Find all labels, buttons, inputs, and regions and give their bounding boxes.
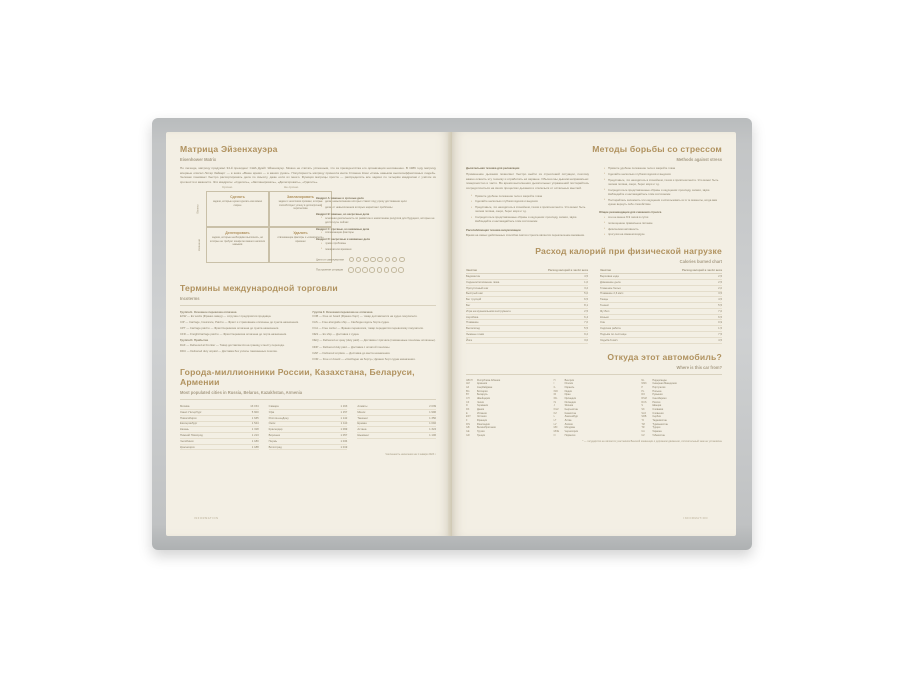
table-row: Подъём по лестнице 7,5: [600, 332, 722, 336]
list-item: MNE Черногория: [553, 429, 578, 433]
list-item: E Испания: [466, 411, 487, 415]
mood-circles-1[interactable]: [349, 257, 407, 263]
list-item: BY Беларусь: [466, 393, 488, 397]
table-row: Ростов-на-Дону 1 142: [268, 416, 348, 420]
table-row: Воронеж 1 057: [268, 433, 348, 437]
notebook-spread: [152, 118, 752, 550]
mood-circle[interactable]: [362, 267, 368, 273]
table-row: Нижний Новгород 1 213: [180, 433, 259, 437]
list-item: NL Нидерланды: [641, 378, 667, 382]
table-row: Самара 1 163: [268, 405, 348, 409]
list-item: LV Латвия: [553, 422, 573, 426]
list-item: BG Болгария: [466, 389, 488, 393]
eisenhower-matrix: [195, 184, 334, 265]
list-item: IS Исландия: [553, 400, 576, 404]
million-cities-table: [180, 404, 436, 450]
list-item: RO Румыния: [641, 393, 663, 397]
trade-terms-list: Группа E. Основное перевозка оплачена EXW — Ex works (Франко завод) — отгрузка с предприятия продавца. CIP — Carriage, Insurance, Paid to — Фрахт и страхование оплачены до пункта назначения. CPT — Carriage paid to — Фрахт/перевозка оплачена до пункта назначения. CFR — Freight/carriage paid to — Фрахт/перевозка оплачена до порта назначения. Группа D. Прибытие DAF — Delivered at Frontier — Товар доставляется на границу к месту перехода. DDU — Delivered duty unpaid — Доставка без уплаты таможенных пошлин. Группа F. Основная перевозка не оплачена FOB — Free on board (Франко борт) — товар доставляется на судно покупателя. FAS — Free alongside ship — Свободно вдоль борта судна. FCA — Free carrier — Франко перевозчик, товар передаётся перевозчику покупателя. DES — Ex ship — Доставка с судна. DEQ — Delivered ex quay (duty paid) — Доставка с причала (таможенные пошлины оплачены). DDP — Delivered duty paid — Доставка с оплатой пошлины. DAP — Delivered at place — Доставка до места назначения. FOR — Free on board — «Свободно на борту»; франко борт судна назначения.: [180, 309, 436, 361]
mood-circle[interactable]: [399, 257, 405, 263]
table-row: Волгоград 1 019: [268, 445, 348, 449]
table-row: Бег трусцой 6,5: [466, 298, 588, 302]
general-recommendations-heading: Общие рекомендации для снижения стресса: [599, 209, 662, 214]
table-row: Плавание 2,6 км/ч 3,5: [600, 292, 722, 296]
left-page-footer: INFORMATION: [194, 517, 219, 520]
eisenhower-intro: По легенде, матрицу придумал 34-й президент США Дуайт Эйзенхауэр. Можно не считать успешным, что за президентства его организации несомненно. В 1986 году матрицу впервые описал Лотар Зайверт — в книге «Ваше время — в ваших руках». Популярность матрицу принесла книга Стивена Кови «Семь навыков высокоэффективных людей». Человек понимает быстро рассортировать дела по смыслу, даже если их много. Функция матрицы проста — распределить все задачи по четырём квадратам с учётом их срочности и важности. Эти квадраты: «Сделать», «Запланировать», «Делегировать», «Удалить».: [180, 166, 436, 184]
calories-title: Расход калорий при физической нагрузке: [535, 246, 722, 257]
list-item: • Сосредоточьте представленные образы и ощущения: прохладу, запахи, звуки. Наблюдайте и наслаждайтесь этим состоянием: [471, 215, 589, 223]
matrix-cell-delegate: Делегировать задачи, которые необходимо выполнить, но которые не требуют конкретно вашего наличия навыков: [206, 227, 269, 263]
cities-table-col2: [269, 404, 348, 450]
mood-circle[interactable]: [398, 267, 404, 273]
matrix-row-important: Важно: [195, 203, 200, 214]
list-item: SLO Словения: [641, 411, 664, 415]
table-row: Глажение белья 2,0: [600, 286, 722, 290]
table-row: Прогулочный шаг 3,2: [466, 286, 588, 290]
mood-row-1: Цели от самочувствия: [316, 257, 436, 263]
list-item: • Примите удобное положение тела и закройте глаза: [471, 194, 589, 198]
table-row: Уфа 1 157: [268, 410, 348, 414]
breathing-intro: Применение дыхания позволяет быстро выйти из стрессовой ситуации, поэтому важно освоить эту технику и отработать её заранее. Обычно мы дышим неправильно: поверхностно и часто. Во время выполнения дыхательных упражнений постарайтесь сосредоточиться на своих процессах дыхания и отвлечься от остальных мыслей.: [466, 172, 589, 191]
table-row: Челябинск 1 180: [180, 439, 259, 443]
list-item: GE Грузия: [466, 429, 485, 433]
table-row: Быстрый шаг 5,0: [466, 292, 588, 296]
list-item: KGZ Кыргызстан: [553, 407, 578, 411]
calories-table-col2: Занятие Расход калорий в час/кг веса Верховая езда 2,5 Домашние дела 2,5 Глажение белья 2,0 Плавание 2,6 км/ч 3,5 Танцы 4,5 Теннис 5,5 Футбол 7,0 Коньки 6,5 Сон 0,9 Сидячая работа 1,5 Подъём по лестнице 7,5 Ходьба 6 км/ч 4,5: [600, 269, 722, 342]
table-row: Сидячая работа 1,5: [600, 327, 722, 331]
trade-terms-subtitle: Incoterms: [180, 295, 200, 301]
visualisation-heading: Расслабляющая техника визуализации: [466, 227, 521, 232]
list-item: ABKH Республика Абхазия: [466, 378, 501, 382]
list-item: H Венгрия: [553, 378, 574, 382]
table-row: Коньки 6,5: [600, 315, 722, 319]
list-item: IR Иран: [553, 393, 571, 397]
table-row: Омск 1 110: [268, 422, 348, 426]
table-row: Алматы 2 039: [357, 405, 437, 409]
list-item: UZ Узбекистан: [641, 433, 665, 437]
table-row: Йога 3,0: [466, 338, 588, 342]
list-item: GB Великобритания: [466, 426, 496, 430]
matrix-col-urgent: Срочно: [222, 184, 233, 189]
list-item: P Португалия: [641, 385, 666, 389]
list-item: J Япония: [553, 404, 574, 408]
mood-circles-2[interactable]: [348, 267, 406, 273]
list-item: LT Литва: [553, 418, 572, 422]
table-row: Москва 13 154: [180, 405, 259, 409]
table-row: Бадминтон 4,5: [466, 275, 588, 279]
mood-circle[interactable]: [355, 267, 361, 273]
table-row: Теннис 5,5: [600, 303, 722, 307]
cities-table-col3: [357, 404, 436, 439]
mood-circle[interactable]: [363, 257, 369, 263]
list-item: • прогулки на свежем воздухе: [604, 232, 722, 236]
million-cities-note: Численность населения на 1 января 2023 г.: [385, 453, 436, 457]
table-row: Верховая езда 2,5: [600, 275, 722, 279]
list-item: • Сосредоточьте представленные образы и ощущения: прохладу, запахи, звуки. Наблюдайте и наслаждайтесь этим состоянием: [604, 188, 722, 196]
table-row: Ходьба 6 км/ч 4,5: [600, 338, 722, 342]
table-row: Велосипед 5,5: [466, 327, 588, 331]
list-item: CH Швейцария: [466, 396, 491, 400]
mood-circle[interactable]: [356, 257, 362, 263]
table-row: Ереван 1 092: [357, 422, 437, 426]
list-item: MD Молдова: [553, 426, 575, 430]
list-item: D Германия: [466, 404, 488, 408]
matrix-cell-delete: Удалить отвлекающие факторы и «пожиратели» времени: [269, 227, 332, 263]
mood-circle[interactable]: [391, 267, 397, 273]
list-item: KZ Казахстан: [553, 411, 577, 415]
table-row: Ташкент 1 350: [357, 416, 437, 420]
matrix-col-not-urgent: Не срочно: [284, 184, 299, 189]
mood-circle[interactable]: [349, 257, 355, 263]
list-item: TR Турция: [641, 426, 661, 430]
list-item: N Норвегия: [553, 433, 576, 437]
car-codes-title: Откуда этот автомобиль?: [607, 351, 722, 362]
matrix-cell-plan: Запланировать задачи с нечёткими сроками, которые способствуют успеху в долгосрочной перспективе: [269, 191, 332, 227]
list-item: IND Индия: [553, 389, 572, 393]
table-row: Домашние дела 2,5: [600, 280, 722, 284]
table-row: Бег 8,1: [466, 303, 588, 307]
table-row: Пермь 1 034: [268, 439, 348, 443]
calories-table-col1: Занятие Расход калорий в час/кг веса Бадминтон 4,5 Сидение/положение лёжа 1,0 Прогулочный шаг 3,2 Быстрый шаг 5,0 Бег трусцой 6,5 Бег 8,1 Игра на музыкальном инструменте 2,5 Аэробика 6,4 Плавание 7,0 Велосипед 5,5 Лыжные гонки 9,2 Йога 3,0: [466, 269, 588, 342]
stress-subtitle: Methods against stress: [676, 157, 722, 162]
table-row: Сон 0,9: [600, 321, 722, 325]
cities-table-col1: [180, 404, 259, 450]
calories-subtitle: Calories burned chart: [679, 259, 722, 265]
list-item: AM Армения: [466, 382, 488, 386]
mood-circle[interactable]: [369, 267, 375, 273]
list-item: NMK Северная Македония: [641, 382, 677, 386]
list-item: TJ Таджикистан: [641, 418, 667, 422]
eisenhower-subtitle: Eisenhower Matrix: [180, 157, 217, 162]
breathing-heading: Дыхательная техника для релаксации: [466, 166, 520, 170]
left-page: [166, 132, 450, 536]
mood-circle[interactable]: [370, 257, 376, 263]
table-row: Лыжные гонки 9,2: [466, 332, 588, 336]
mood-circle[interactable]: [348, 267, 354, 273]
table-row: Екатеринбург 1 544: [180, 422, 259, 426]
list-item: L Люксембург: [553, 415, 579, 419]
eisenhower-quadrant-notes: Квадрат A: важные и срочные дела • дела, невыполнение которых ставит под угрозу достижение цели • дела, от невыполнения которых нарастают проблемы Квадрат B: важные, но несрочные дела • основная деятельность по развитию и накоплению ресурсов для будущего, которые не достигнуты сейчас Квадрат C: срочные, но неважные дела • отвлекающие факторы Квадрат D: несрочные и неважные дела • чужие проблемы • пожиратели времени Цели от самочувствия Построение ситуации: [316, 197, 436, 273]
list-item: CZ Чехия: [466, 400, 484, 404]
table-row: Минск 1 996: [357, 410, 437, 414]
mood-circle[interactable]: [377, 257, 383, 263]
car-codes-list: [466, 379, 722, 438]
table-row: Красноярск 1 188: [180, 445, 259, 449]
table-row: Астана 1 324: [357, 428, 437, 432]
matrix-cell-do: Сделать задачи, которые нужно сделать как можно скорее: [206, 191, 269, 227]
list-item: PL Польша: [641, 389, 662, 393]
table-row: Шымкент 1 106: [357, 433, 437, 437]
car-codes-note: * — государство не является участником Венской конвенции о дорожном движении, отличительный знак не установлен: [582, 440, 722, 444]
list-item: UA Украина: [641, 429, 662, 433]
list-item: AZ Азербайджан: [466, 385, 493, 389]
list-item: RUS Россия: [641, 400, 661, 404]
table-row: Танцы 4,5: [600, 298, 722, 302]
mood-circle[interactable]: [392, 257, 398, 263]
list-item: S Швеция: [641, 404, 662, 408]
right-page-footer: INFORMATION: [683, 517, 708, 520]
eisenhower-title: Матрица Эйзенхауэра: [180, 144, 278, 154]
table-row: Аэробика 6,4: [466, 315, 588, 319]
list-item: F Франция: [466, 418, 487, 422]
list-item: IL Израиль: [553, 385, 575, 389]
table-row: Сидение/положение лёжа 1,0: [466, 280, 588, 284]
table-row: Казань 1 318: [180, 428, 259, 432]
list-item: • Представьте, что находитесь в спокойном, тихом и приятном месте. Это может быть лесная поляна, озеро, берег моря и т.д.: [604, 178, 722, 186]
list-item: • Примите удобное положение тела и закройте глаза: [604, 166, 722, 170]
table-row: Игра на музыкальном инструменте 2,5: [466, 309, 588, 313]
table-row: Плавание 7,0: [466, 321, 588, 325]
table-row: Новосибирск 1 635: [180, 416, 259, 420]
table-row: Санкт-Петербург 5 600: [180, 410, 259, 414]
table-row: Футбол 7,0: [600, 309, 722, 313]
list-item: SRB Сербия: [641, 415, 661, 419]
mood-circle[interactable]: [384, 267, 390, 273]
list-item: TM Туркменистан: [641, 422, 669, 426]
stress-title: Методы борьбы со стрессом: [592, 144, 722, 154]
list-item: • Представьте, что находитесь в спокойном, тихом и приятном месте. Это может быть лесная поляна, озеро, берег моря и т.д.: [471, 205, 589, 213]
matrix-row-not-important: Неважно: [197, 238, 202, 251]
right-page: [452, 132, 736, 536]
list-item: • Сделайте несколько глубоких вдохов и выдохов: [604, 172, 722, 176]
million-cities-subtitle: Most populated cities in Russia, Belarus, Kazakhstan, Armenia: [180, 390, 303, 396]
list-item: SK Словакия: [641, 407, 664, 411]
list-item: • Постарайтесь запомнить эти ощущения и использовать их в те моменты, когда вам нужно вернуть себе спокойствие: [604, 198, 722, 206]
list-item: DK Дания: [466, 407, 485, 411]
list-item: • сон не менее 8-9 часов в сутки: [604, 215, 722, 219]
car-codes-subtitle: Where is this car from?: [676, 364, 722, 370]
list-item: IRL Ирландия: [553, 396, 576, 400]
divider: [180, 399, 436, 400]
list-item: • Сделайте несколько глубоких вдохов и выдохов: [471, 199, 589, 203]
table-row: Краснодар 1 099: [268, 428, 348, 432]
calories-table: [466, 268, 722, 343]
trade-terms-title: Термины международной торговли: [180, 282, 338, 293]
list-item: GR Греция: [466, 433, 485, 437]
list-item: • физическая активность: [604, 227, 722, 231]
divider: [466, 374, 722, 375]
list-item: I Италия: [553, 382, 573, 386]
mood-circle[interactable]: [377, 267, 383, 273]
visualisation-text: Время на самых действенных способов снятия стресса является переключение внимания.: [466, 232, 585, 237]
list-item: FIN Финляндия: [466, 422, 490, 426]
million-cities-title: Города-миллионники России, Казахстана, Беларуси, Армении: [180, 367, 415, 388]
list-item: RSM Сан-Марино: [641, 396, 667, 400]
list-item: • полноценное правильное питание: [604, 221, 722, 225]
list-item: EST Эстония: [466, 415, 487, 419]
mood-circle[interactable]: [385, 257, 391, 263]
divider: [180, 305, 436, 306]
mood-row-2: Построение ситуации: [316, 267, 436, 273]
